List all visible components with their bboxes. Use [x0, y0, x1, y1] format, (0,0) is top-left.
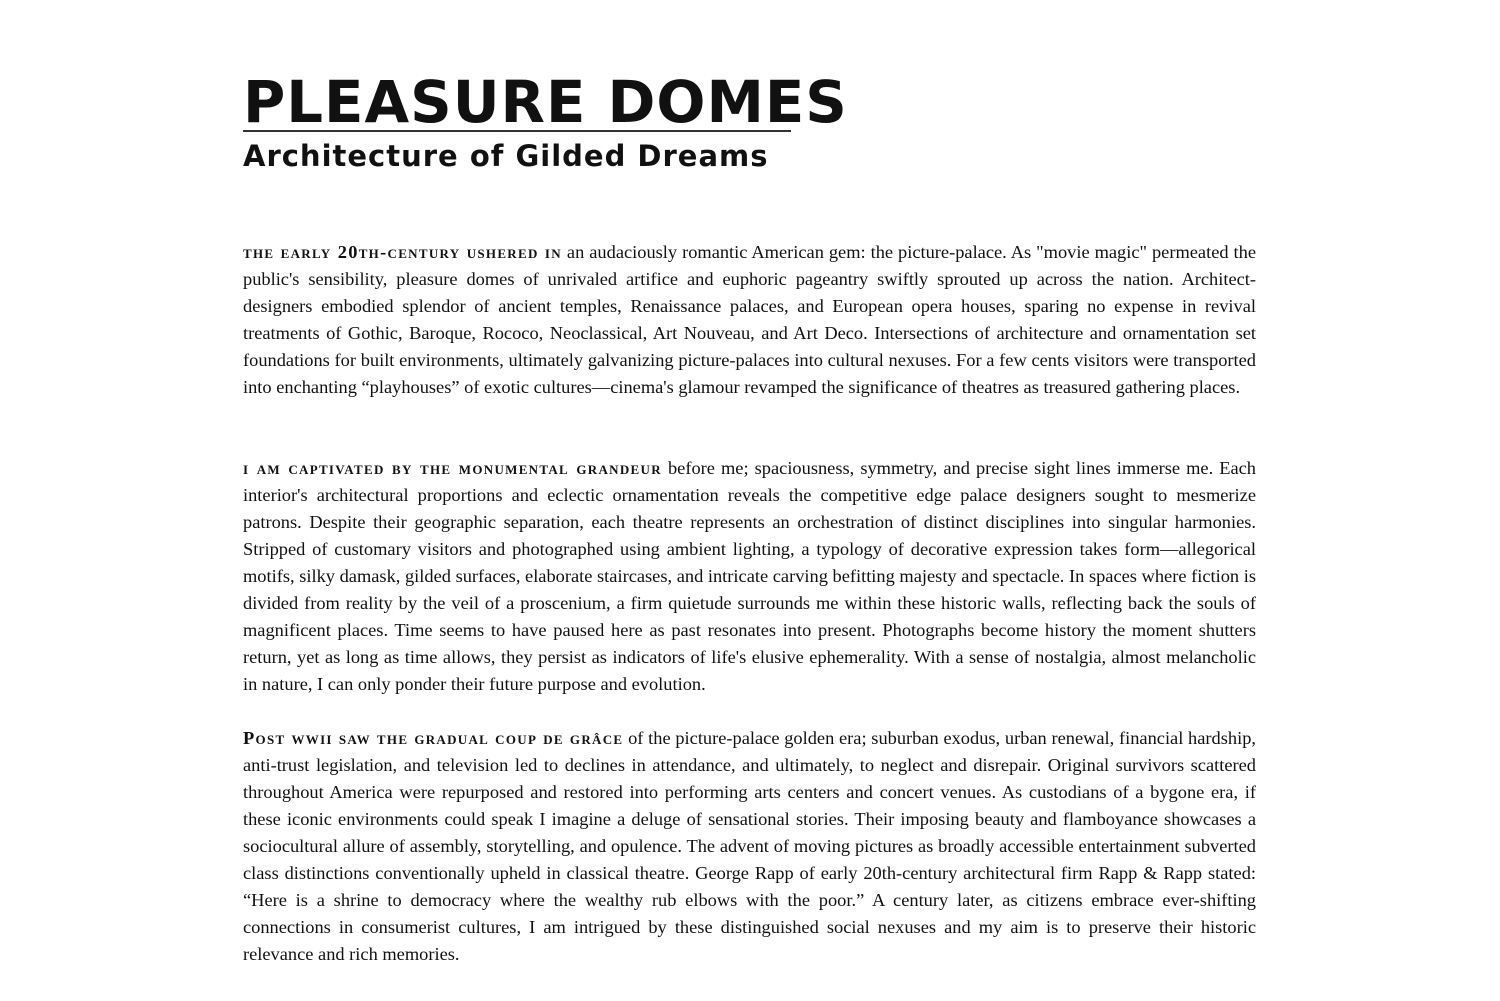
- page-title: PLEASURE DOMES: [243, 68, 848, 136]
- paragraph-lead: the early 20th-century ushered in: [243, 242, 562, 262]
- paragraph-body: before me; spaciousness, symmetry, and precise sight lines immerse me. Each interior's architectural proportions and eclectic ornamentation reveals the competitive edge palace designers sought to mesmerize patrons. Despite their geographic separation, each theatre represents an orchestration of distinct disciplines into singular harmonies. Stripped of customary visitors and photographed using ambient lighting, a typology of decorative expression takes form—allegorical motifs, silky damask, gilded surfaces, elaborate staircases, and intricate carving befitting majesty and spectacle. In spaces where fiction is divided from reality by the veil of a proscenium, a firm quietude surrounds me within these historic walls, reflecting back the souls of magnificent places. Time seems to have paused here as past resonates into present. Photographs become history the moment shutters return, yet as long as time allows, they persist as indicators of life's elusive ephemerality. With a sense of nostalgia, almost melancholic in nature, I can only ponder their future purpose and evolution.: [243, 458, 1257, 694]
- paragraph-2: [243, 455, 1256, 698]
- paragraph-body: an audaciously romantic American gem: the picture-palace. As "movie magic" permeated the public's sensibility, pleasure domes of unrivaled artifice and euphoric pageantry swiftly sprouted up across the nation. Architect-designers embodied splendor of ancient temples, Renaissance palaces, and European opera houses, sparing no expense in revival treatments of Gothic, Baroque, Rococo, Neoclassical, Art Nouveau, and Art Deco. Intersections of architecture and ornamentation set foundations for built environments, ultimately galvanizing picture-palaces into cultural nexuses. For a few cents visitors were transported into enchanting “playhouses” of exotic cultures—cinema's glamour revamped the significance of theatres as treasured gathering places.: [243, 242, 1256, 397]
- page-subtitle: Architecture of Gilded Dreams: [243, 139, 769, 173]
- paragraph-body: of the picture-palace golden era; suburban exodus, urban renewal, financial hardship, anti-trust legislation, and television led to declines in attendance, and ultimately, to neglect and disrepair. Original survivors scattered throughout America were repurposed and restored into performing arts centers and concert venues. As custodians of a bygone era, if these iconic environments could speak I imagine a deluge of sensational stories. Their imposing beauty and flamboyance showcases a sociocultural allure of assembly, storytelling, and opulence. The advent of moving pictures as broadly accessible entertainment subverted class distinctions conventionally upheld in classical theatre. George Rapp of early 20th-century architectural firm Rapp & Rapp stated: “Here is a shrine to democracy where the wealthy rub elbows with the poor.” A century later, as citizens embrace ever-shifting connections in consumerist cultures, I am intrigued by these distinguished social nexuses and my aim is to preserve their historic relevance and rich memories.: [243, 728, 1256, 964]
- title-divider: [243, 130, 791, 132]
- document-page: [243, 0, 1256, 1001]
- paragraph-lead: i am captivated by the monumental grandeur: [243, 458, 662, 478]
- paragraph-lead: Post wwii saw the gradual coup de grâce: [243, 728, 624, 748]
- paragraph-1: [243, 239, 1256, 401]
- paragraph-3: [243, 725, 1256, 968]
